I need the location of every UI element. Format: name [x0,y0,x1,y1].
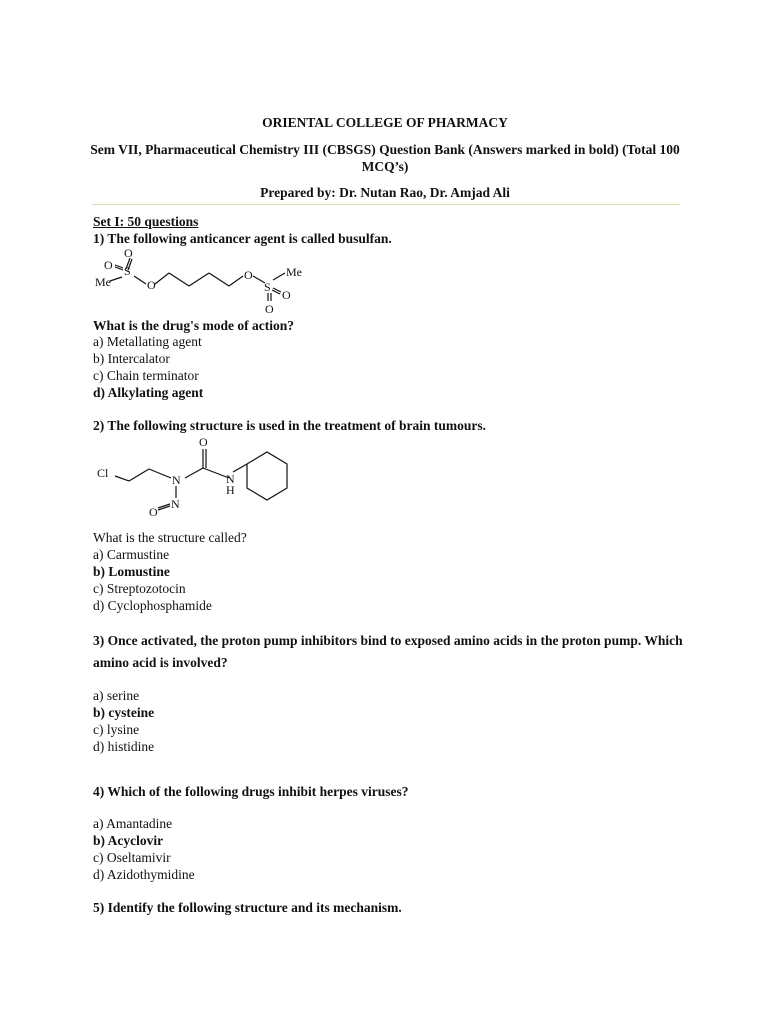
lomustine-nitroso-nitrogen: N [171,497,180,512]
question-1-option-d-answer: d) Alkylating agent [93,384,204,400]
lomustine-nitroso-oxygen: O [149,505,158,520]
question-3-option-d: d) histidine [93,738,155,754]
question-3-option-c: c) lysine [93,721,140,737]
busulfan-sulfur-left: S [124,263,131,278]
question-4-option-a: a) Amantadine [93,816,173,832]
question-3-option-b-answer: b) cysteine [93,705,155,721]
question-4-stem: 4) Which of the following drugs inhibit herpes viruses? [93,783,409,799]
busulfan-sulfur-right: S [264,279,271,294]
question-1-option-b: b) Intercalator [93,351,170,367]
lomustine-chlorine: Cl [97,466,109,481]
course-title: Sem VII, Pharmaceutical Chemistry III (CBSGS) Question Bank (Answers marked in bold) (Total 100 MCQ’s) [90,141,680,174]
prepared-by: Prepared by: Dr. Nutan Rao, Dr. Amjad Ali [260,185,510,201]
question-4-option-b-answer: b) Acyclovir [93,833,164,849]
document-header [90,115,680,202]
busulfan-methyl-left: Me [95,274,111,289]
question-4-option-c: c) Oseltamivir [93,849,171,865]
question-2-option-b-answer: b) Lomustine [93,563,170,579]
college-name: ORIENTAL COLLEGE OF PHARMACY [262,115,508,130]
question-1-stem: 1) The following anticancer agent is called busulfan. [93,230,392,246]
busulfan-ester-oxygen-left: O [147,277,156,292]
lomustine-hydrogen: H [226,483,235,498]
set-title: Set I: 50 questions [93,214,199,229]
question-1-option-c: c) Chain terminator [93,367,199,383]
question-2-follow-up: What is the structure called? [93,530,247,546]
header-divider [92,204,680,205]
question-3-stem: 3) Once activated, the proton pump inhibitors bind to exposed amino acids in the proton pump. Which amino acid is involved? [93,633,683,671]
busulfan-oxygen-bottom: O [265,301,274,316]
lomustine-carbonyl-oxygen: O [199,435,208,450]
question-2-option-d: d) Cyclophosphamide [93,597,212,613]
lomustine-nitrogen-1: N [172,473,181,488]
busulfan-oxygen-top: O [124,247,133,260]
lomustine-nitrogen-2: N [226,472,235,487]
question-1-option-a: a) Metallating agent [93,334,202,350]
question-5-stem: 5) Identify the following structure and its mechanism. [93,899,402,915]
lomustine-structure [93,434,323,530]
question-1-follow-up: What is the drug's mode of action? [93,317,295,333]
question-2-option-c: c) Streptozotocin [93,580,186,596]
question-2-stem: 2) The following structure is used in the treatment of brain tumours. [93,417,486,433]
busulfan-structure [93,248,313,318]
busulfan-methyl-right: Me [286,264,302,279]
busulfan-oxygen-left: O [104,257,113,272]
question-4-option-d: d) Azidothymidine [93,866,195,882]
question-3-option-a: a) serine [93,688,140,704]
busulfan-oxygen-right: O [282,287,291,302]
question-list [93,214,683,916]
busulfan-ester-oxygen-right: O [244,267,253,282]
question-2-option-a: a) Carmustine [93,547,170,563]
